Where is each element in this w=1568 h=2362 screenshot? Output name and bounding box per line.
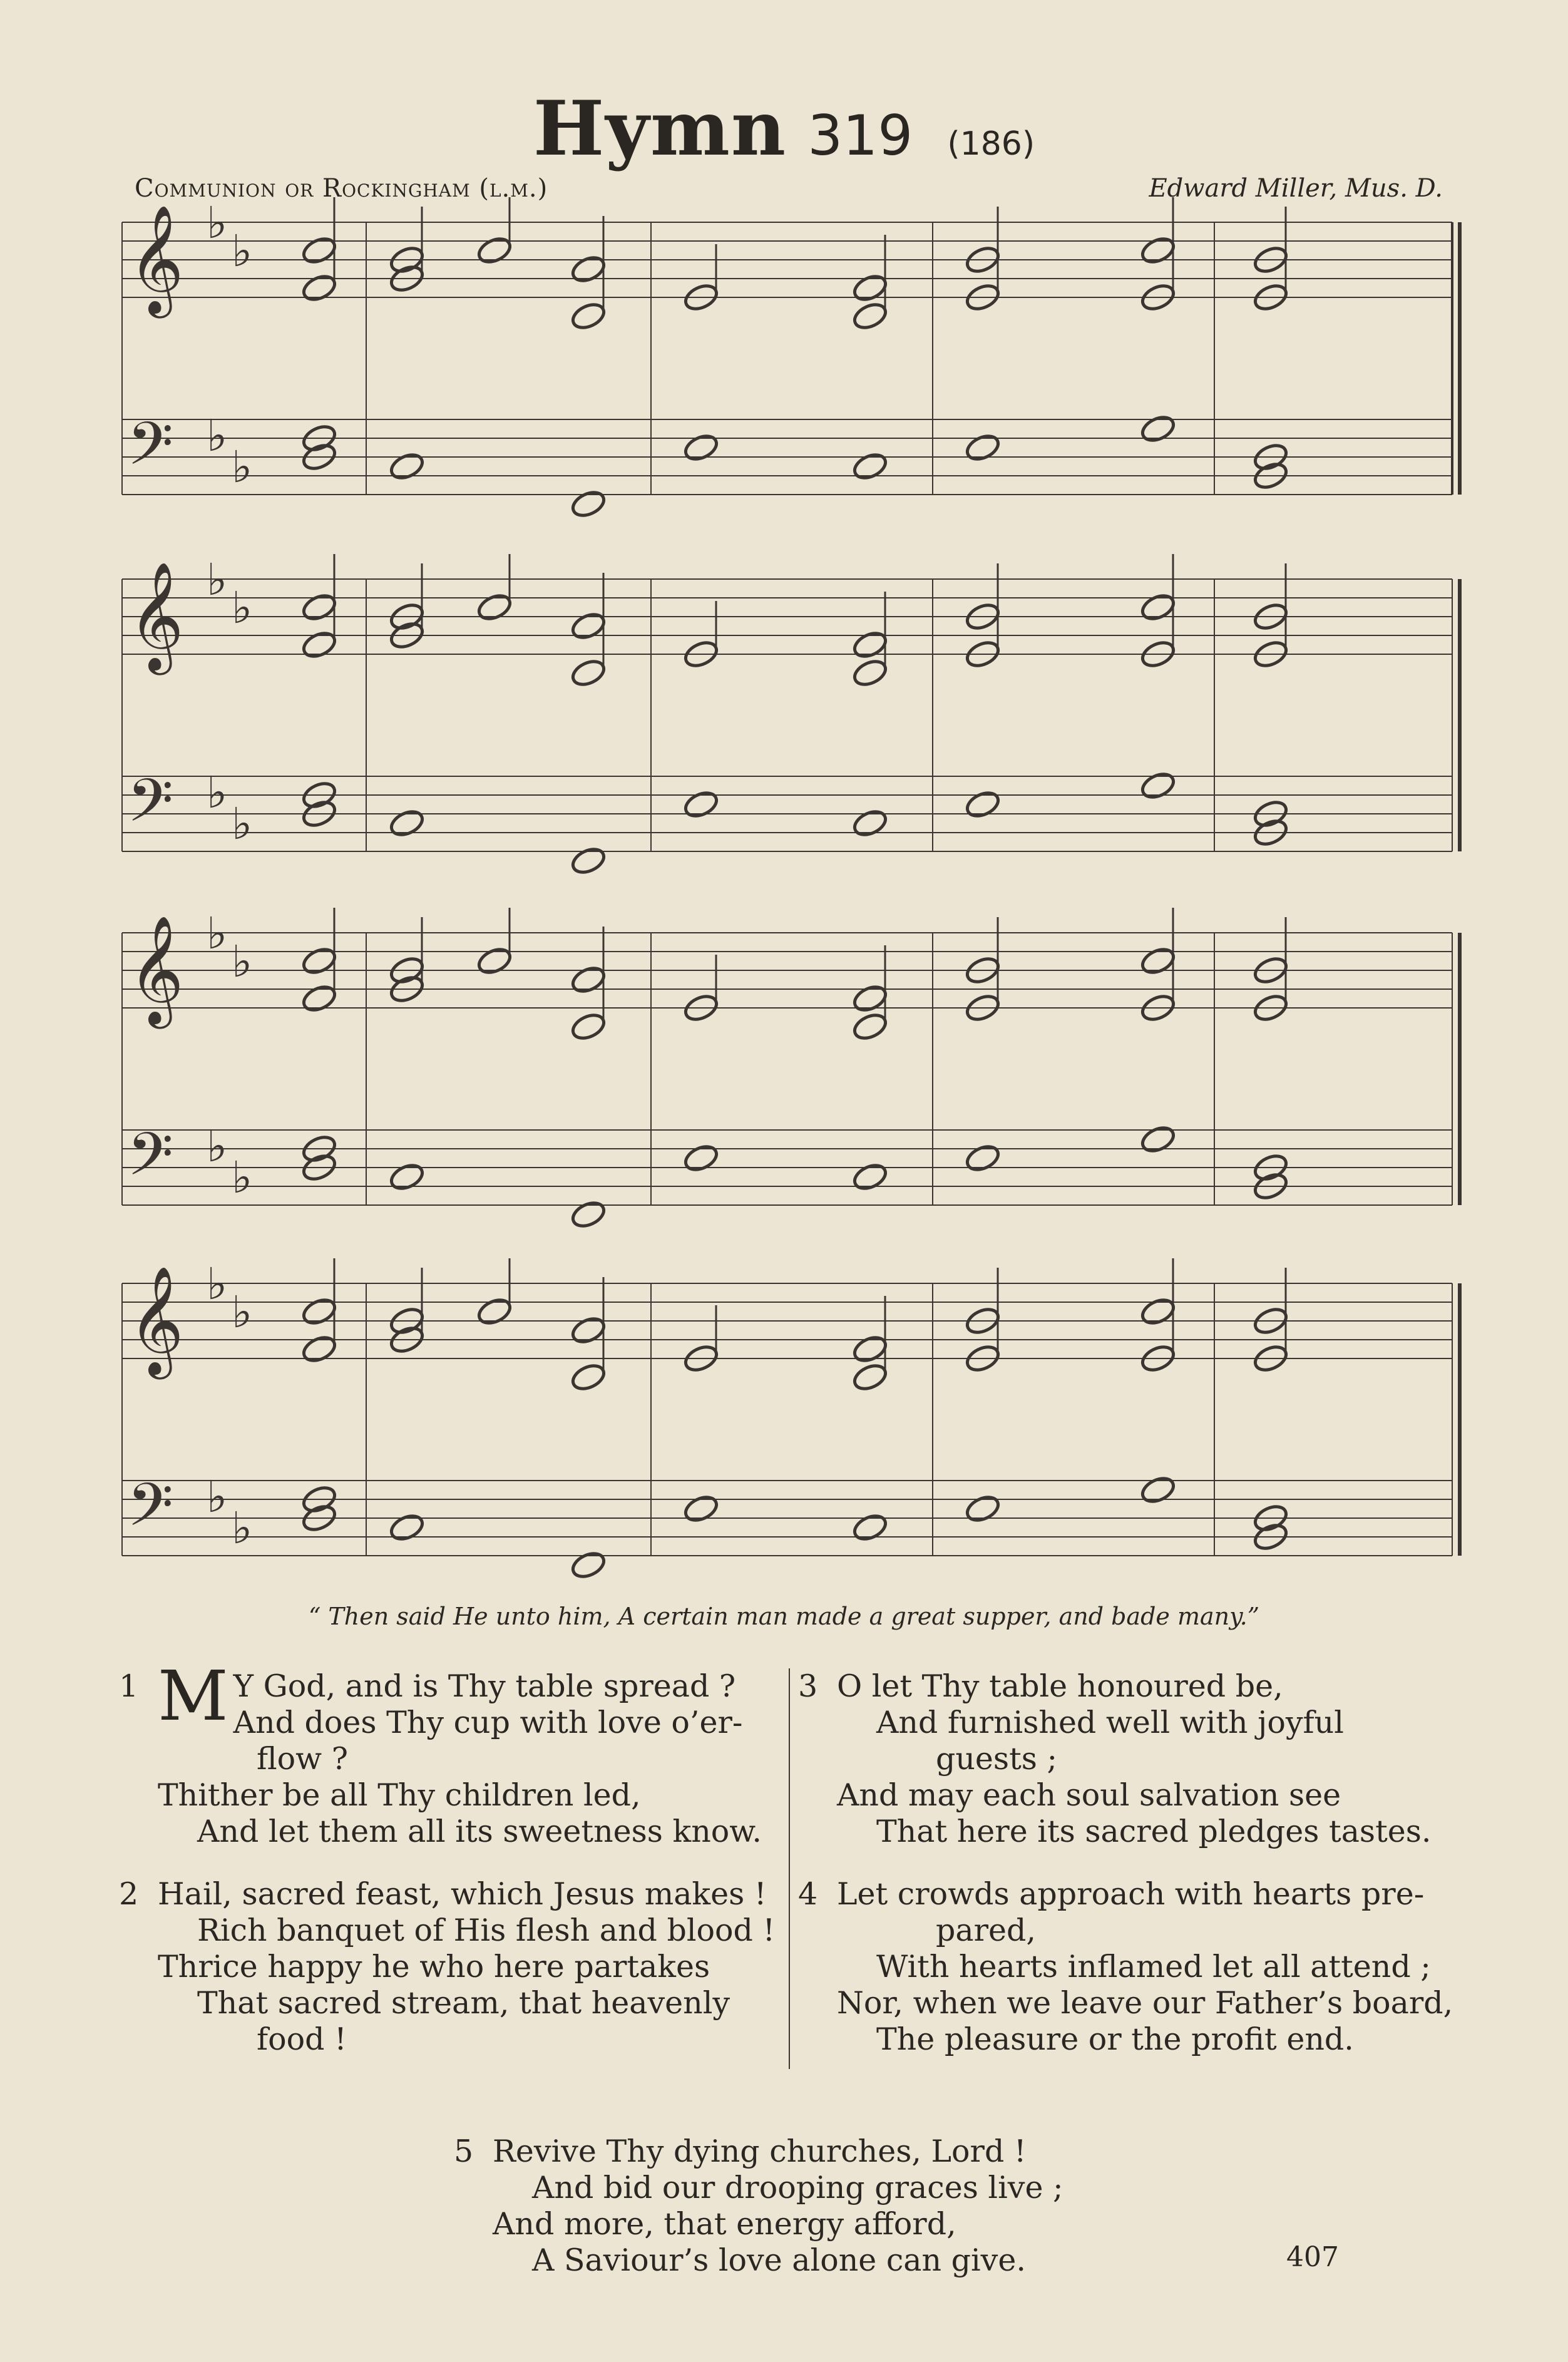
flat-sign-icon: ♭ [232, 582, 253, 634]
note-head [300, 272, 339, 304]
verse-line: And does Thy cup with love o’er- [233, 1705, 743, 1740]
note-head [964, 1142, 1002, 1174]
verse-line: food ! [257, 2021, 347, 2057]
note-head [1139, 1296, 1177, 1328]
verse-number: 4 [798, 1876, 818, 1912]
note-head [570, 254, 608, 285]
note-head [851, 1011, 889, 1043]
flat-sign-icon: ♭ [232, 1286, 253, 1338]
hymn-old-number: (186) [947, 125, 1035, 163]
note-head [570, 300, 608, 332]
flat-sign-icon: ♭ [232, 1152, 253, 1203]
note-head [1139, 235, 1177, 267]
note-head [300, 1333, 339, 1365]
note-head [570, 657, 608, 689]
note-head [851, 629, 889, 661]
note-head [300, 983, 339, 1015]
note-head [682, 789, 720, 821]
verse-line: A Saviour’s love alone can give. [532, 2242, 1026, 2278]
note-head [851, 1512, 889, 1544]
verse-line: That here its sacred pledges tastes. [876, 1814, 1432, 1849]
verse-2 [119, 1876, 776, 2058]
note-head [570, 1011, 608, 1043]
composer-name: Edward Miller, Mus. D. [1149, 174, 1443, 203]
flat-sign-icon: ♭ [232, 936, 253, 987]
verse-number: 5 [454, 2134, 474, 2169]
note-head [851, 272, 889, 304]
note-head [570, 1199, 608, 1231]
flat-sign-icon: ♭ [232, 798, 253, 850]
verse-number: 2 [119, 1876, 139, 1912]
note-head [570, 610, 608, 642]
note-head [476, 592, 514, 624]
treble-clef-icon: 𝄞 [128, 205, 184, 314]
note-head [388, 1512, 426, 1544]
tune-name: Communion or Rockingham (l.m.) [135, 174, 548, 203]
flat-sign-icon: ♭ [232, 1502, 253, 1554]
note-head [1139, 1474, 1177, 1506]
note-head [851, 1362, 889, 1394]
flat-sign-icon: ♭ [207, 908, 228, 959]
verse-line: flow ? [257, 1741, 348, 1777]
note-head [570, 1315, 608, 1347]
flat-sign-icon: ♭ [207, 410, 228, 461]
flat-sign-icon: ♭ [207, 1121, 228, 1172]
note-head [476, 945, 514, 977]
note-head [300, 629, 339, 661]
verse-line: Thither be all Thy children led, [158, 1777, 641, 1813]
note-head [300, 592, 339, 624]
note-head [1139, 770, 1177, 802]
flat-sign-icon: ♭ [207, 554, 228, 605]
note-head [570, 964, 608, 996]
flat-sign-icon: ♭ [207, 197, 228, 249]
bass-clef-icon: 𝄢 [127, 1471, 173, 1554]
note-head [682, 1142, 720, 1174]
treble-clef-icon: 𝄞 [128, 915, 184, 1024]
verse-3 [798, 1668, 1432, 1850]
note-head [388, 1161, 426, 1193]
verse-line: And bid our drooping graces live ; [532, 2170, 1063, 2205]
verse-line: Thrice happy he who here partakes [158, 1949, 710, 1985]
note-head [851, 1161, 889, 1193]
verse-line: Let crowds approach with hearts pre- [837, 1876, 1425, 1912]
verse-line: With hearts inflamed let all attend ; [876, 1949, 1431, 1985]
hymn-word: Hymn [533, 85, 787, 173]
verse-line: Rich banquet of His flesh and blood ! [197, 1913, 776, 1948]
flat-sign-icon: ♭ [207, 767, 228, 818]
note-head [1139, 413, 1177, 445]
verse-5 [454, 2134, 1063, 2279]
verse-line: And more, that energy afford, [493, 2206, 956, 2242]
treble-clef-icon: 𝄞 [128, 562, 184, 670]
note-head [851, 808, 889, 840]
verse-1 [119, 1656, 762, 1850]
bass-clef-icon: 𝄢 [127, 1120, 173, 1204]
flat-sign-icon: ♭ [207, 1471, 228, 1522]
hymn-number: 319 [807, 103, 913, 168]
note-head [964, 789, 1002, 821]
verse-number: 1 [119, 1668, 139, 1704]
note-head [1139, 945, 1177, 977]
note-head [851, 1333, 889, 1365]
verse-line: And furnished well with joyful [876, 1705, 1344, 1740]
verse-line: And may each soul salvation see [837, 1777, 1341, 1813]
note-head [300, 1296, 339, 1328]
note-head [1139, 592, 1177, 624]
note-head [851, 451, 889, 483]
note-head [570, 488, 608, 520]
note-head [300, 945, 339, 977]
note-head [851, 983, 889, 1015]
note-head [570, 845, 608, 877]
verse-line: Y God, and is Thy table spread ? [233, 1668, 736, 1704]
note-head [476, 235, 514, 267]
bass-clef-icon: 𝄢 [127, 766, 173, 850]
note-head [851, 300, 889, 332]
verse-line: Revive Thy dying churches, Lord ! [493, 2134, 1027, 2169]
note-head [388, 451, 426, 483]
flat-sign-icon: ♭ [207, 1258, 228, 1310]
verse-line: pared, [936, 1913, 1036, 1948]
note-head [964, 1493, 1002, 1525]
verse-line: That sacred stream, that heavenly [197, 1985, 730, 2021]
verse-line: Nor, when we leave our Father’s board, [837, 1985, 1453, 2021]
scripture-caption: “ Then said He unto him, A certain man made a great supper, and bade many.” [308, 1603, 1260, 1630]
flat-sign-icon: ♭ [232, 441, 253, 493]
verse-column-left [119, 1656, 776, 2084]
note-head [388, 808, 426, 840]
verse-4 [798, 1876, 1453, 2058]
note-head [851, 657, 889, 689]
note-head [682, 432, 720, 464]
note-head [300, 235, 339, 267]
verse-line: O let Thy table honoured be, [837, 1668, 1283, 1704]
note-head [570, 1362, 608, 1394]
page-number: 407 [1286, 2241, 1339, 2273]
note-head [682, 1493, 720, 1525]
verse-line: guests ; [936, 1741, 1057, 1777]
treble-clef-icon: 𝄞 [128, 1266, 184, 1375]
note-head [570, 1549, 608, 1581]
verse-line: And let them all its sweetness know. [197, 1814, 762, 1849]
bass-clef-icon: 𝄢 [127, 409, 173, 493]
note-head [1139, 1124, 1177, 1156]
verse-number: 3 [798, 1668, 818, 1704]
verse-line: Hail, sacred feast, which Jesus makes ! [158, 1876, 767, 1912]
verse-line: The pleasure or the profit end. [876, 2021, 1354, 2057]
drop-cap: M [158, 1656, 228, 1736]
note-head [964, 432, 1002, 464]
verse-column-right [798, 1668, 1453, 2084]
column-divider [789, 1668, 790, 2069]
note-head [476, 1296, 514, 1328]
flat-sign-icon: ♭ [232, 225, 253, 277]
